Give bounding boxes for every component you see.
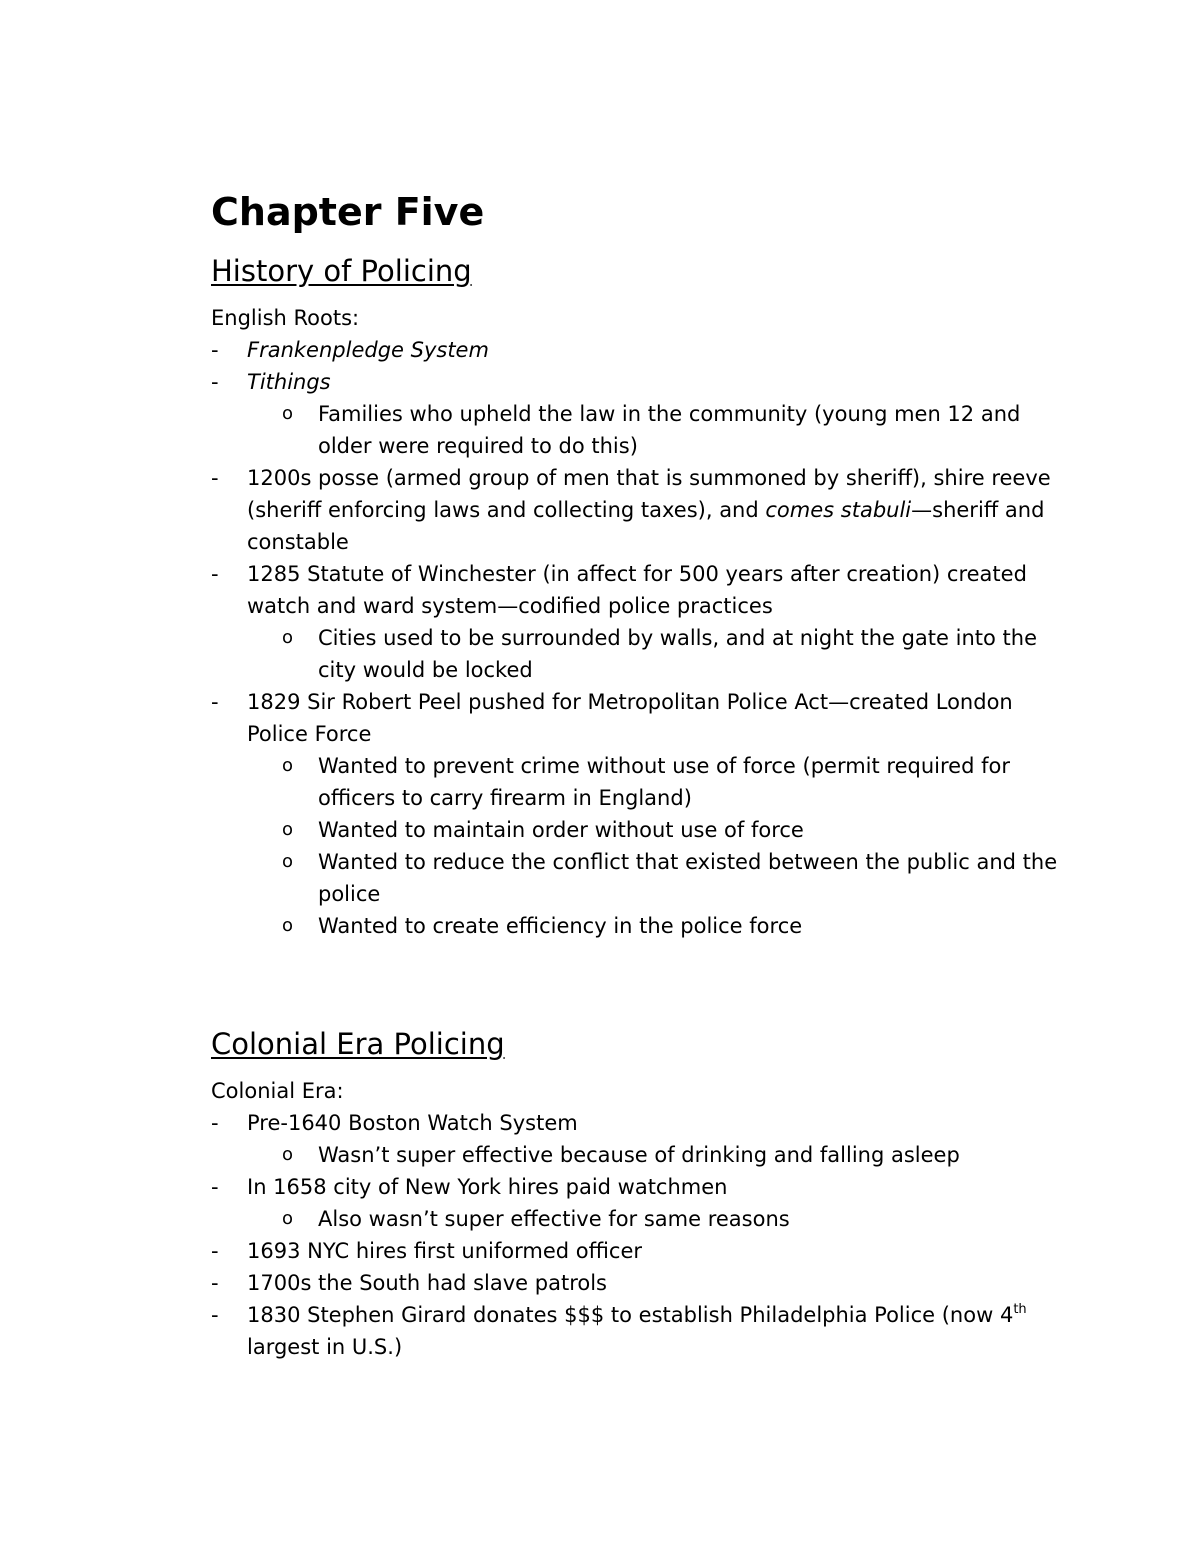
list-item [211,1267,1071,1299]
list-item-italic-text: comes stabuli [765,498,912,522]
circle-bullet: o [282,627,294,648]
list-item-text: 1829 Sir Robert Peel pushed for Metropolitan Police Act—created London Police Force [247,690,1013,746]
dash-bullet: - [211,1303,219,1327]
circle-bullet: o [282,819,294,840]
sub-list [211,398,1071,462]
sub-list [211,1139,1071,1171]
list-item [211,558,1071,686]
list-item [211,366,1071,462]
sub-list-item [211,814,1071,846]
list-item-text-end: largest in U.S.) [247,1335,403,1359]
circle-bullet: o [282,1144,294,1165]
list-item [211,334,1071,366]
sub-list-item [211,750,1071,814]
sub-item-text: Wasn’t super effective because of drinking and falling asleep [318,1143,960,1167]
dash-bullet: - [211,370,219,394]
section-heading: Colonial Era Policing [211,1027,505,1061]
list-item [211,1107,1071,1171]
circle-bullet: o [282,851,294,872]
list-item-text: Frankenpledge System [247,338,489,362]
sub-item-text: Wanted to reduce the conflict that existed between the public and the police [318,850,1058,906]
list-item-text: Pre-1640 Boston Watch System [247,1111,578,1135]
bullet-list [211,334,1071,942]
sub-list [211,622,1071,686]
document-content [211,188,1071,1363]
section-history-of-policing [211,252,1071,942]
section-colonial-era-policing [211,1025,1071,1363]
list-item [211,1299,1071,1363]
dash-bullet: - [211,466,219,490]
list-item-text: 1830 Stephen Girard donates $$$ to establish Philadelphia Police (now 4 [247,1303,1014,1327]
dash-bullet: - [211,562,219,586]
dash-bullet: - [211,690,219,714]
circle-bullet: o [282,403,294,424]
list-item [211,1171,1071,1235]
chapter-title: Chapter Five [211,190,485,234]
sub-item-text: Wanted to create efficiency in the police force [318,914,803,938]
sub-list-item [211,846,1071,910]
section-intro: Colonial Era: [211,1079,344,1103]
list-item-text: 1200s posse (armed group of men that is summoned by sheriff), shire reeve (sheriff enforcing laws and collecting taxes), and [247,466,1051,522]
sub-item-text: Families who upheld the law in the community (young men 12 and older were required to do this) [318,402,1021,458]
list-item [211,1235,1071,1267]
dash-bullet: - [211,1111,219,1135]
circle-bullet: o [282,755,294,776]
list-item-text: 1700s the South had slave patrols [247,1271,607,1295]
ordinal-superscript: th [1013,1302,1027,1317]
bullet-list [211,1107,1071,1363]
section-heading: History of Policing [211,254,472,288]
sub-list [211,750,1071,942]
dash-bullet: - [211,338,219,362]
sub-list [211,1203,1071,1235]
dash-bullet: - [211,1271,219,1295]
sub-list-item [211,1203,1071,1235]
dash-bullet: - [211,1175,219,1199]
sub-list-item [211,622,1071,686]
list-item-text: 1285 Statute of Winchester (in affect for 500 years after creation) created watch and ward system—codified police practices [247,562,1027,618]
sub-item-text: Also wasn’t super effective for same reasons [318,1207,790,1231]
sub-list-item [211,910,1071,942]
sub-list-item [211,398,1071,462]
list-item [211,462,1071,558]
sub-item-text: Cities used to be surrounded by walls, and at night the gate into the city would be locked [318,626,1037,682]
list-item-text: In 1658 city of New York hires paid watchmen [247,1175,728,1199]
sub-list-item [211,1139,1071,1171]
list-item-text: 1693 NYC hires first uniformed officer [247,1239,643,1263]
list-item-text-end: —sheriff and constable [247,498,1045,554]
section-intro: English Roots: [211,306,360,330]
list-item [211,686,1071,942]
sub-item-text: Wanted to maintain order without use of force [318,818,804,842]
dash-bullet: - [211,1239,219,1263]
list-item-text: Tithings [247,370,331,394]
circle-bullet: o [282,1208,294,1229]
sub-item-text: Wanted to prevent crime without use of force (permit required for officers to carry firearm in England) [318,754,1010,810]
circle-bullet: o [282,915,294,936]
